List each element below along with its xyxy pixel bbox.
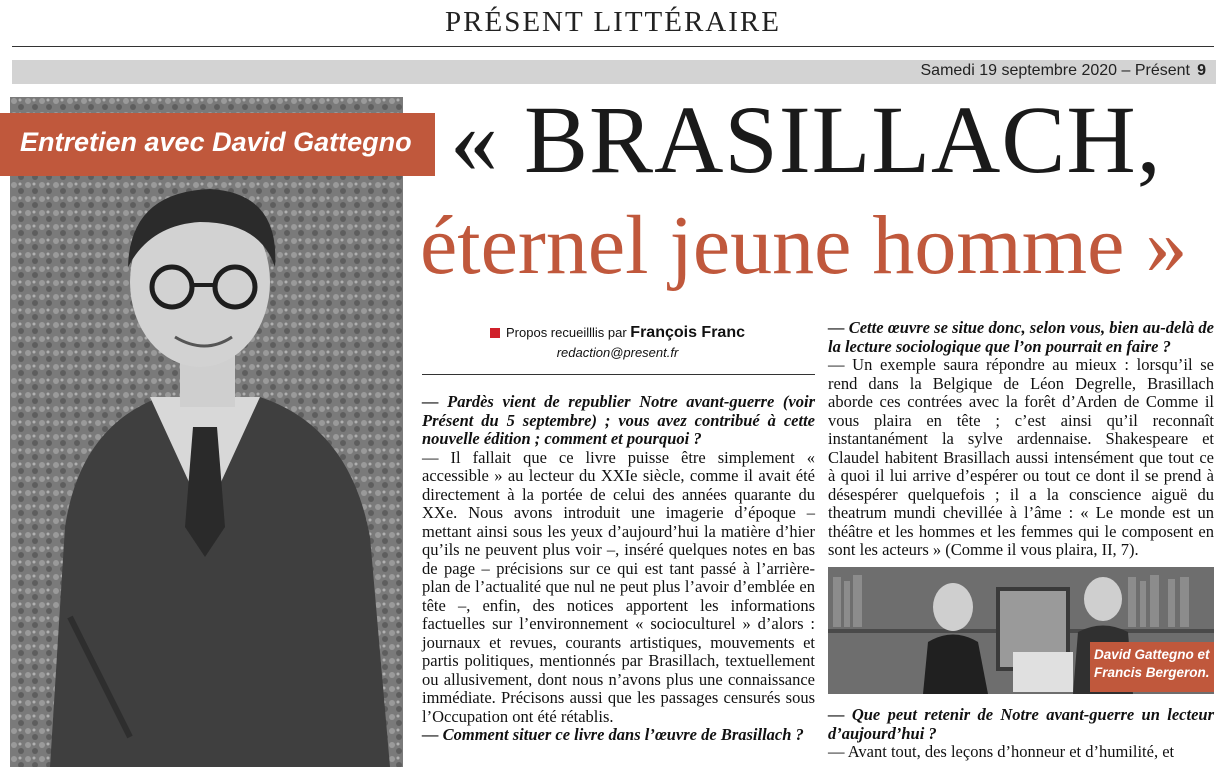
answer-1: — Il fallait que ce livre puisse être simplement « accessible » au lecteur du XXIe siècle, comme il avait été directement à la portée de celui des années quarante du XXe. Nous avons introduit une imagerie d’époque – mettant ainsi sous les yeux d’aujourd’hui la matière d’hier qu’ils ne peuvent plus voir –, inséré quelques notes en bas de page – précisions sur ce qui est tant passé à l’arrière-plan de l’actualité que nul ne peut plus l’avoir d’emblée en tête –, enfin, des notices apportent les informations factuelles sur l’environnement « socioculturel » d’alors : journaux et revues, courants artistiques, mouvements et partis politiques, mentionnés par Brasillach, textuellement ou allusivement, dont nous n’avons plus une connaissance immédiate. Précisons aussi que les passages censurés sous l’Occupation ont été rétablis. (422, 447, 815, 726)
question-2: — Comment situer ce livre dans l’œuvre de Brasillach ? (422, 725, 804, 744)
byline-email[interactable]: redaction@present.fr (556, 345, 679, 360)
answer-3: — Un exemple saura répondre au mieux : lorsqu’il se rend dans la Belgique de Léon Degrelle, Brasillach aborde ces contrées avec la forêt d’Arden de Comme il vous plaira en tête ; c’est ainsi qu’il reconnaît instantanément la sylve ardennaise. Shakespeare et Claudel habitent Brasillach aussi intensément que tout ce à quoi il lui arrive d’espérer ou tout ce dont il se prend à désespérer quelquefois ; il a la conscience aiguë du theatrum mundi chevillée à l’âme : « Le monde est un théâtre et les hommes et les femmes qui le composent en sont les acteurs » (Comme il vous plaira, II, 7). (828, 355, 1214, 559)
article-column-2-continued (828, 706, 1214, 762)
byline-rule (422, 374, 815, 375)
page-number: 9 (1197, 62, 1206, 79)
kicker-text: Entretien avec David Gattegno (20, 127, 412, 157)
header-rule (12, 46, 1214, 47)
dateline: Samedi 19 septembre 2020 – Présent (920, 62, 1190, 79)
byline-prefix: Propos recueilllis par (506, 325, 627, 340)
photo-caption: David Gattegno et Francis Bergeron. (1090, 642, 1214, 692)
square-bullet-icon (490, 328, 500, 338)
section-title: PRÉSENT LITTÉRAIRE (445, 6, 781, 38)
headline-line-2: éternel jeune homme » (420, 199, 1188, 292)
question-4: — Que peut retenir de Notre avant-guerre un lecteur d’aujourd’hui ? (828, 705, 1214, 743)
answer-4: — Avant tout, des leçons d’honneur et d’humilité, et (828, 742, 1175, 761)
date-band (12, 60, 1216, 84)
question-1: — Pardès vient de republier Notre avant-guerre (voir Présent du 5 septembre) ; vous avez contribué à cette nouvelle édition ; comment et pourquoi ? (422, 392, 815, 448)
article-column-2 (828, 319, 1214, 560)
interview-kicker (0, 113, 435, 176)
article-column-1 (422, 393, 815, 745)
byline (420, 324, 815, 342)
portrait-photo (10, 97, 403, 767)
portrait-photo-illustration (10, 97, 403, 767)
byline-author: François Franc (630, 324, 745, 341)
headline-line-1: « BRASILLACH, (450, 86, 1162, 193)
question-3: — Cette œuvre se situe donc, selon vous, bien au-delà de la lecture sociologique que l’on pourrait en faire ? (828, 318, 1214, 356)
